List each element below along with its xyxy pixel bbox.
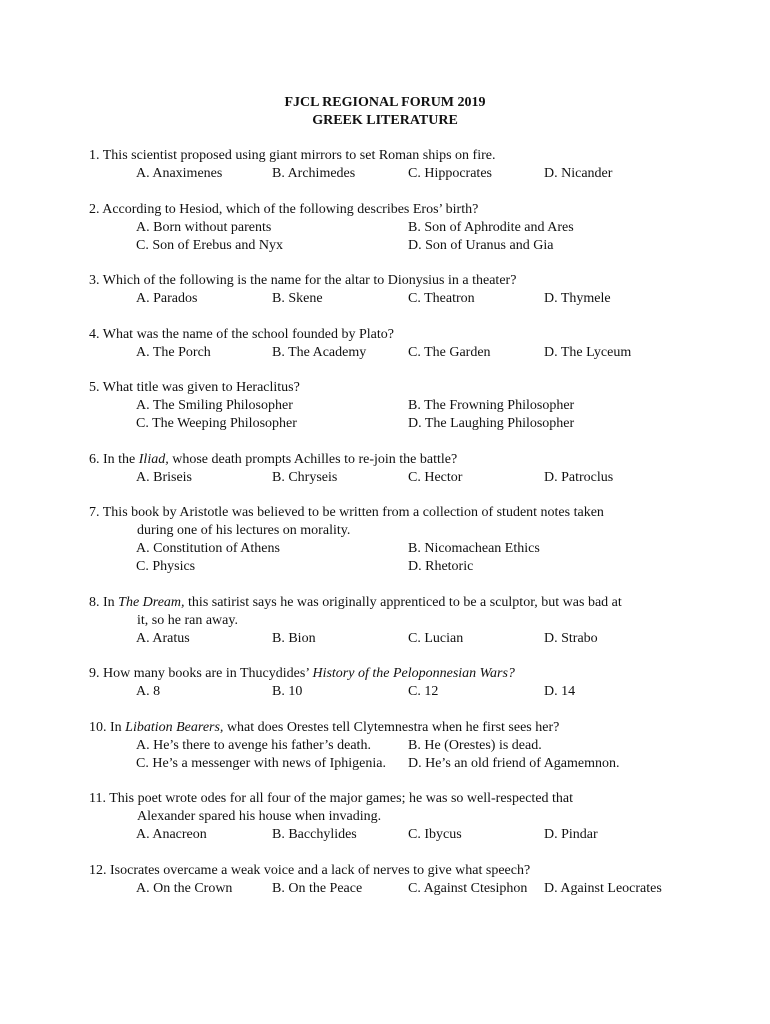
question-stem (89, 719, 749, 737)
answer-options (89, 344, 749, 362)
question-8 (89, 594, 749, 648)
option-b: B. He (Orestes) is dead. (408, 737, 542, 753)
question-1 (89, 147, 749, 183)
option-c: C. The Weeping Philosopher (136, 416, 297, 431)
option-a: A. 8 (136, 684, 161, 699)
question-stem (89, 504, 749, 540)
question-text: 10. In (89, 719, 126, 735)
option-a: A. He’s there to avenge his father’s death. (136, 737, 371, 753)
question-text: 2. According to Hesiod, which of the following describes Eros’ birth? (89, 201, 479, 217)
option-d: D. Against Leocrates (544, 880, 662, 896)
option-a: A. Constitution of Athens (136, 541, 280, 556)
option-b: B. 10 (272, 684, 303, 699)
question-text: 8. In (89, 594, 119, 610)
option-a: A. The Porch (136, 344, 211, 360)
question-text: 6. In the (89, 451, 139, 467)
option-a: A. Anaximenes (136, 166, 223, 181)
option-a: A. Born without parents (136, 219, 272, 235)
option-d: D. The Lyceum (544, 344, 632, 360)
option-d: D. Thymele (544, 291, 611, 306)
question-9 (89, 665, 749, 701)
option-a: A. Parados (136, 291, 198, 306)
work-title: Libation Bearers, (125, 719, 224, 735)
question-text: 9. How many books are in Thucydides’ (89, 666, 313, 681)
work-title: The Dream, (118, 594, 185, 610)
option-c: C. Physics (136, 559, 196, 574)
option-c: C. Against Ctesiphon (408, 880, 528, 896)
answer-options (89, 630, 749, 648)
answer-options (89, 469, 749, 487)
question-stem (89, 272, 749, 290)
header-title: FJCL REGIONAL FORUM 2019 (284, 95, 486, 110)
question-7 (89, 504, 749, 576)
question-stem (89, 379, 749, 397)
header-subtitle: GREEK LITERATURE (312, 113, 458, 128)
option-d: D. Nicander (544, 166, 613, 181)
answer-options (89, 826, 749, 844)
question-text: 12. Isocrates overcame a weak voice and a lack of nerves to give what speech? (89, 862, 531, 878)
question-text: 5. What title was given to Heraclitus? (89, 380, 300, 395)
question-5 (89, 379, 749, 433)
answer-options (89, 165, 749, 183)
question-stem (89, 790, 749, 826)
option-c: C. He’s a messenger with news of Iphigenia. (136, 755, 386, 771)
question-text-wrap: during one of his lectures on morality. (137, 523, 351, 538)
question-text-cont: what does Orestes tell Clytemnestra when he first sees her? (223, 719, 560, 735)
answer-options (89, 737, 749, 773)
option-a: A. Aratus (136, 630, 190, 646)
option-a: A. On the Crown (136, 880, 233, 896)
question-text: 1. This scientist proposed using giant mirrors to set Roman ships on fire. (89, 148, 496, 163)
option-b: B. Nicomachean Ethics (408, 541, 540, 556)
option-c: C. Hector (408, 469, 463, 485)
option-d: D. 14 (544, 684, 576, 699)
question-list (89, 147, 749, 915)
option-d: D. He’s an old friend of Agamemnon. (408, 755, 620, 771)
question-text: 11. This poet wrote odes for all four of the major games; he was so well-respected that (89, 791, 574, 806)
question-stem (89, 147, 749, 165)
option-c: C. 12 (408, 684, 439, 699)
question-stem (89, 326, 749, 344)
question-text: 7. This book by Aristotle was believed to be written from a collection of student notes taken (89, 505, 604, 520)
option-d: D. Son of Uranus and Gia (408, 237, 554, 253)
work-title: Iliad, (138, 451, 169, 467)
question-2 (89, 201, 749, 255)
option-b: B. Bacchylides (272, 827, 357, 842)
option-d: D. Rhetoric (408, 559, 474, 574)
question-text: 4. What was the name of the school founded by Plato? (89, 326, 394, 342)
question-text-wrap: it, so he ran away. (137, 612, 238, 628)
answer-options (89, 683, 749, 701)
option-b: B. Son of Aphrodite and Ares (408, 219, 574, 235)
question-3 (89, 272, 749, 308)
question-stem (89, 201, 749, 219)
question-stem (89, 594, 749, 630)
option-b: B. Archimedes (272, 166, 356, 181)
option-c: C. Lucian (408, 630, 464, 646)
question-stem (89, 665, 749, 683)
option-c: C. Hippocrates (408, 166, 492, 181)
option-c: C. Theatron (408, 291, 475, 306)
answer-options (89, 397, 749, 433)
answer-options (89, 880, 749, 898)
option-b: B. On the Peace (272, 880, 363, 896)
option-d: D. Patroclus (544, 469, 614, 485)
option-d: D. Pindar (544, 827, 598, 842)
option-a: A. The Smiling Philosopher (136, 398, 293, 413)
option-b: B. The Frowning Philosopher (408, 398, 575, 413)
option-d: D. Strabo (544, 630, 598, 646)
answer-options (89, 290, 749, 308)
option-c: C. The Garden (408, 344, 491, 360)
question-10 (89, 719, 749, 773)
question-text: 3. Which of the following is the name for the altar to Dionysius in a theater? (89, 273, 517, 288)
option-b: B. Skene (272, 291, 323, 306)
option-b: B. The Academy (272, 344, 367, 360)
option-d: D. The Laughing Philosopher (408, 416, 575, 431)
question-text-cont: whose death prompts Achilles to re-join the battle? (168, 451, 458, 467)
option-c: C. Son of Erebus and Nyx (136, 237, 283, 253)
option-a: A. Anacreon (136, 827, 207, 842)
question-text-wrap: Alexander spared his house when invading. (137, 809, 382, 824)
answer-options (89, 219, 749, 255)
question-11 (89, 790, 749, 844)
question-12 (89, 862, 749, 898)
option-a: A. Briseis (136, 469, 192, 485)
option-c: C. Ibycus (408, 827, 462, 842)
question-4 (89, 326, 749, 362)
question-6 (89, 451, 749, 487)
question-stem (89, 451, 749, 469)
question-text-cont: this satirist says he was originally apprenticed to be a sculptor, but was bad at (184, 594, 622, 610)
answer-options (89, 540, 749, 576)
option-b: B. Bion (272, 630, 316, 646)
question-stem (89, 862, 749, 880)
work-title: History of the Peloponnesian Wars? (312, 666, 515, 681)
option-b: B. Chryseis (272, 469, 338, 485)
document-header (0, 94, 770, 130)
